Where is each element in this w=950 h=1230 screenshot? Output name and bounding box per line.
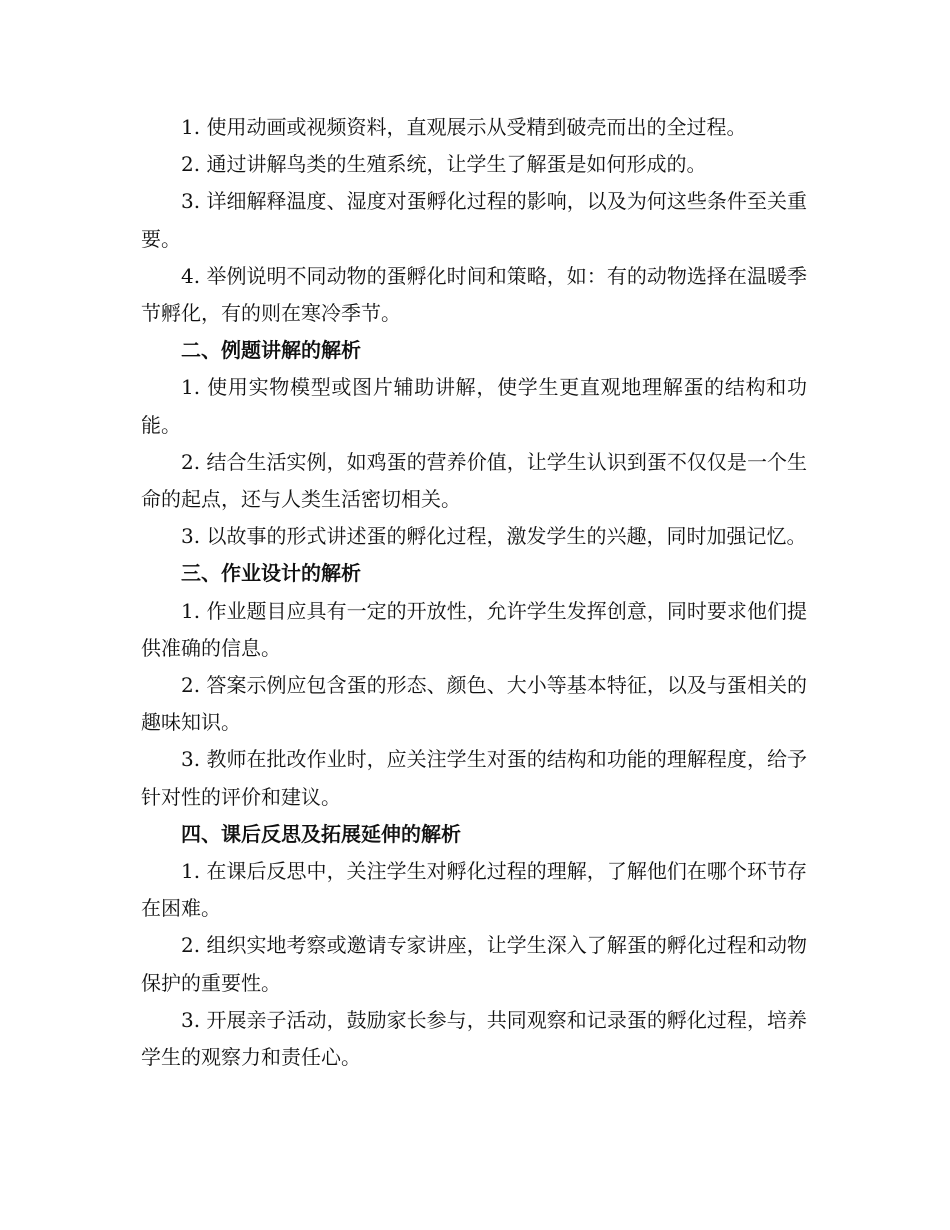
list-item: 1. 作业题目应具有一定的开放性，允许学生发挥创意，同时要求他们提供准确的信息。	[141, 598, 807, 660]
list-item: 2. 组织实地考察或邀请专家讲座，让学生深入了解蛋的孵化过程和动物保护的重要性。	[141, 933, 807, 995]
section-heading: 三、作业设计的解析	[181, 561, 361, 586]
list-item: 2. 结合生活实例，如鸡蛋的营养价值，让学生认识到蛋不仅仅是一个生命的起点，还与人类生活密切相关。	[141, 449, 807, 512]
section-homework-analysis	[141, 555, 807, 815]
section-reflection-analysis	[141, 816, 807, 1076]
list-item: 2. 答案示例应包含蛋的形态、颜色、大小等基本特征，以及与蛋相关的趣味知识。	[141, 673, 807, 735]
section-heading: 四、课后反思及拓展延伸的解析	[181, 821, 461, 846]
section-heading: 二、例题讲解的解析	[181, 338, 361, 363]
intro-item-3: 3. 详细解释温度、湿度对蛋孵化过程的影响，以及为何这些条件至关重要。	[141, 189, 807, 251]
intro-list	[141, 109, 807, 332]
intro-item-1: 1. 使用动画或视频资料，直观展示从受精到破壳而出的全过程。	[181, 115, 747, 139]
list-item: 3. 教师在批改作业时，应关注学生对蛋的结构和功能的理解程度，给予针对性的评价和建议。	[141, 747, 807, 809]
intro-item-4: 4. 举例说明不同动物的蛋孵化时间和策略，如：有的动物选择在温暖季节孵化，有的则在寒冷季节。	[141, 263, 807, 326]
intro-item-2: 2. 通过讲解鸟类的生殖系统，让学生了解蛋是如何形成的。	[181, 152, 707, 177]
document-body	[141, 109, 807, 1076]
list-item: 1. 在课后反思中，关注学生对孵化过程的理解，了解他们在哪个环节存在困难。	[141, 859, 807, 921]
section-example-analysis	[141, 332, 807, 555]
list-item: 3. 以故事的形式讲述蛋的孵化过程，激发学生的兴趣，同时加强记忆。	[181, 524, 807, 549]
list-item: 3. 开展亲子活动，鼓励家长参与，共同观察和记录蛋的孵化过程，培养学生的观察力和责任心。	[141, 1007, 807, 1070]
list-item: 1. 使用实物模型或图片辅助讲解，使学生更直观地理解蛋的结构和功能。	[141, 375, 807, 437]
